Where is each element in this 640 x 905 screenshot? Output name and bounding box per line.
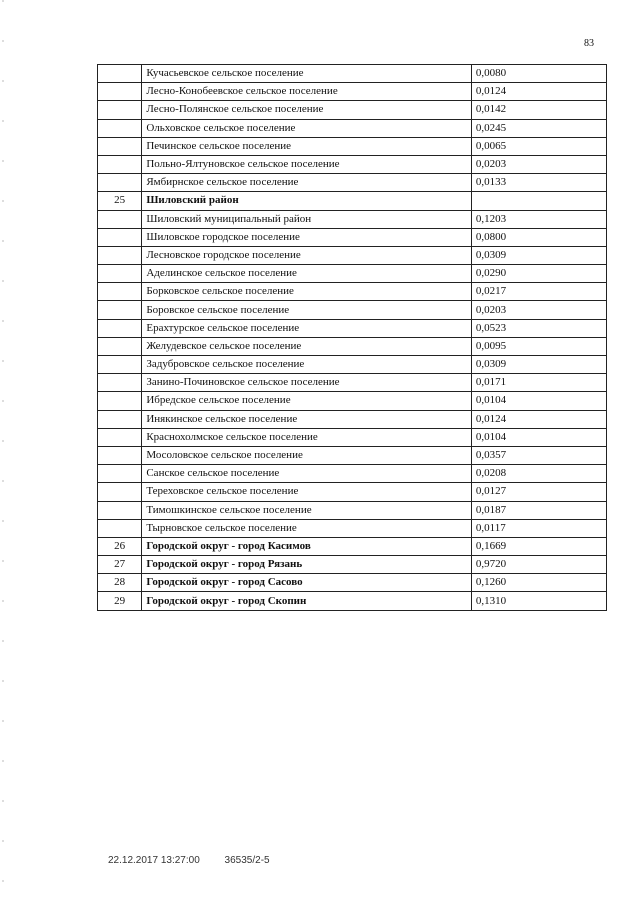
row-value-cell: 0,0203 bbox=[471, 301, 606, 319]
row-value-cell: 0,0104 bbox=[471, 428, 606, 446]
row-number-cell bbox=[98, 428, 142, 446]
table-row bbox=[98, 210, 607, 228]
table-row bbox=[98, 574, 607, 592]
row-name-cell: Ибредское сельское поселение bbox=[142, 392, 472, 410]
row-number-cell bbox=[98, 501, 142, 519]
table-row bbox=[98, 537, 607, 555]
row-value-cell: 0,9720 bbox=[471, 556, 606, 574]
row-name-cell: Шиловский муниципальный район bbox=[142, 210, 472, 228]
row-number-cell bbox=[98, 246, 142, 264]
table-row bbox=[98, 174, 607, 192]
row-number-cell bbox=[98, 83, 142, 101]
row-value-cell: 0,0208 bbox=[471, 465, 606, 483]
scan-artifact bbox=[2, 0, 4, 905]
row-name-cell: Городской округ - город Касимов bbox=[142, 537, 472, 555]
table-row bbox=[98, 392, 607, 410]
row-value-cell: 0,0080 bbox=[471, 65, 606, 83]
row-number-cell bbox=[98, 301, 142, 319]
table-row bbox=[98, 137, 607, 155]
row-number-cell: 26 bbox=[98, 537, 142, 555]
row-number-cell bbox=[98, 392, 142, 410]
table-row bbox=[98, 519, 607, 537]
table-row bbox=[98, 119, 607, 137]
row-number-cell bbox=[98, 119, 142, 137]
table-row bbox=[98, 592, 607, 610]
footer-doc-id: 36535/2-5 bbox=[224, 855, 270, 866]
page-number: 83 bbox=[584, 38, 594, 49]
row-name-cell: Городской округ - город Рязань bbox=[142, 556, 472, 574]
row-number-cell bbox=[98, 356, 142, 374]
row-name-cell: Лесновское городское поселение bbox=[142, 246, 472, 264]
table-row bbox=[98, 483, 607, 501]
row-name-cell: Кучасьевское сельское поселение bbox=[142, 65, 472, 83]
table-row bbox=[98, 155, 607, 173]
table-row bbox=[98, 319, 607, 337]
row-number-cell bbox=[98, 519, 142, 537]
row-number-cell: 27 bbox=[98, 556, 142, 574]
row-value-cell: 0,0309 bbox=[471, 356, 606, 374]
row-name-cell: Тырновское сельское поселение bbox=[142, 519, 472, 537]
row-value-cell: 0,1310 bbox=[471, 592, 606, 610]
row-value-cell: 0,0095 bbox=[471, 337, 606, 355]
row-number-cell bbox=[98, 174, 142, 192]
row-value-cell: 0,0217 bbox=[471, 283, 606, 301]
row-value-cell: 0,0104 bbox=[471, 392, 606, 410]
row-value-cell: 0,1203 bbox=[471, 210, 606, 228]
row-value-cell: 0,0290 bbox=[471, 265, 606, 283]
row-number-cell bbox=[98, 65, 142, 83]
row-number-cell bbox=[98, 319, 142, 337]
row-name-cell: Тереховское сельское поселение bbox=[142, 483, 472, 501]
row-number-cell bbox=[98, 283, 142, 301]
table-row bbox=[98, 283, 607, 301]
row-name-cell: Борковское сельское поселение bbox=[142, 283, 472, 301]
table-row bbox=[98, 83, 607, 101]
table-row bbox=[98, 265, 607, 283]
table-row bbox=[98, 410, 607, 428]
row-value-cell: 0,0117 bbox=[471, 519, 606, 537]
row-value-cell: 0,0133 bbox=[471, 174, 606, 192]
row-number-cell bbox=[98, 265, 142, 283]
row-number-cell bbox=[98, 337, 142, 355]
row-value-cell: 0,0171 bbox=[471, 374, 606, 392]
table-row bbox=[98, 428, 607, 446]
row-name-cell: Городской округ - город Скопин bbox=[142, 592, 472, 610]
row-number-cell: 28 bbox=[98, 574, 142, 592]
table-row bbox=[98, 501, 607, 519]
row-value-cell bbox=[471, 192, 606, 210]
row-name-cell: Краснохолмское сельское поселение bbox=[142, 428, 472, 446]
row-value-cell: 0,0187 bbox=[471, 501, 606, 519]
row-number-cell bbox=[98, 137, 142, 155]
row-number-cell bbox=[98, 228, 142, 246]
table-row bbox=[98, 228, 607, 246]
row-name-cell: Аделинское сельское поселение bbox=[142, 265, 472, 283]
allocation-table bbox=[97, 64, 607, 611]
row-value-cell: 0,0357 bbox=[471, 446, 606, 464]
row-name-cell: Санское сельское поселение bbox=[142, 465, 472, 483]
row-value-cell: 0,0127 bbox=[471, 483, 606, 501]
footer-timestamp: 22.12.2017 13:27:00 bbox=[108, 855, 200, 866]
row-name-cell: Шиловское городское поселение bbox=[142, 228, 472, 246]
row-name-cell: Лесно-Полянское сельское поселение bbox=[142, 101, 472, 119]
row-value-cell: 0,0124 bbox=[471, 410, 606, 428]
row-name-cell: Польно-Ялтуновское сельское поселение bbox=[142, 155, 472, 173]
table-body bbox=[98, 65, 607, 611]
row-value-cell: 0,1260 bbox=[471, 574, 606, 592]
row-number-cell bbox=[98, 483, 142, 501]
row-value-cell: 0,1669 bbox=[471, 537, 606, 555]
table-row bbox=[98, 374, 607, 392]
table-row bbox=[98, 556, 607, 574]
row-name-cell: Лесно-Конобеевское сельское поселение bbox=[142, 83, 472, 101]
row-number-cell bbox=[98, 410, 142, 428]
row-name-cell: Желудевское сельское поселение bbox=[142, 337, 472, 355]
row-value-cell: 0,0065 bbox=[471, 137, 606, 155]
table-row bbox=[98, 246, 607, 264]
row-number-cell bbox=[98, 465, 142, 483]
row-name-cell: Задубровское сельское поселение bbox=[142, 356, 472, 374]
row-value-cell: 0,0124 bbox=[471, 83, 606, 101]
table-row bbox=[98, 356, 607, 374]
row-name-cell: Городской округ - город Сасово bbox=[142, 574, 472, 592]
row-number-cell: 25 bbox=[98, 192, 142, 210]
footer bbox=[108, 855, 292, 866]
row-value-cell: 0,0203 bbox=[471, 155, 606, 173]
table-row bbox=[98, 465, 607, 483]
table-row bbox=[98, 192, 607, 210]
row-value-cell: 0,0142 bbox=[471, 101, 606, 119]
row-name-cell: Шиловский район bbox=[142, 192, 472, 210]
table-row bbox=[98, 301, 607, 319]
row-number-cell bbox=[98, 155, 142, 173]
row-name-cell: Занино-Починовское сельское поселение bbox=[142, 374, 472, 392]
row-number-cell bbox=[98, 446, 142, 464]
row-name-cell: Мосоловское сельское поселение bbox=[142, 446, 472, 464]
row-value-cell: 0,0800 bbox=[471, 228, 606, 246]
table-row bbox=[98, 446, 607, 464]
row-number-cell: 29 bbox=[98, 592, 142, 610]
row-number-cell bbox=[98, 374, 142, 392]
row-name-cell: Ерахтурское сельское поселение bbox=[142, 319, 472, 337]
row-number-cell bbox=[98, 210, 142, 228]
table-row bbox=[98, 65, 607, 83]
table-row bbox=[98, 337, 607, 355]
row-name-cell: Печинское сельское поселение bbox=[142, 137, 472, 155]
row-value-cell: 0,0309 bbox=[471, 246, 606, 264]
table-row bbox=[98, 101, 607, 119]
row-name-cell: Ольховское сельское поселение bbox=[142, 119, 472, 137]
row-number-cell bbox=[98, 101, 142, 119]
row-name-cell: Ямбирнское сельское поселение bbox=[142, 174, 472, 192]
row-value-cell: 0,0523 bbox=[471, 319, 606, 337]
row-value-cell: 0,0245 bbox=[471, 119, 606, 137]
row-name-cell: Боровское сельское поселение bbox=[142, 301, 472, 319]
row-name-cell: Инякинское сельское поселение bbox=[142, 410, 472, 428]
row-name-cell: Тимошкинское сельское поселение bbox=[142, 501, 472, 519]
